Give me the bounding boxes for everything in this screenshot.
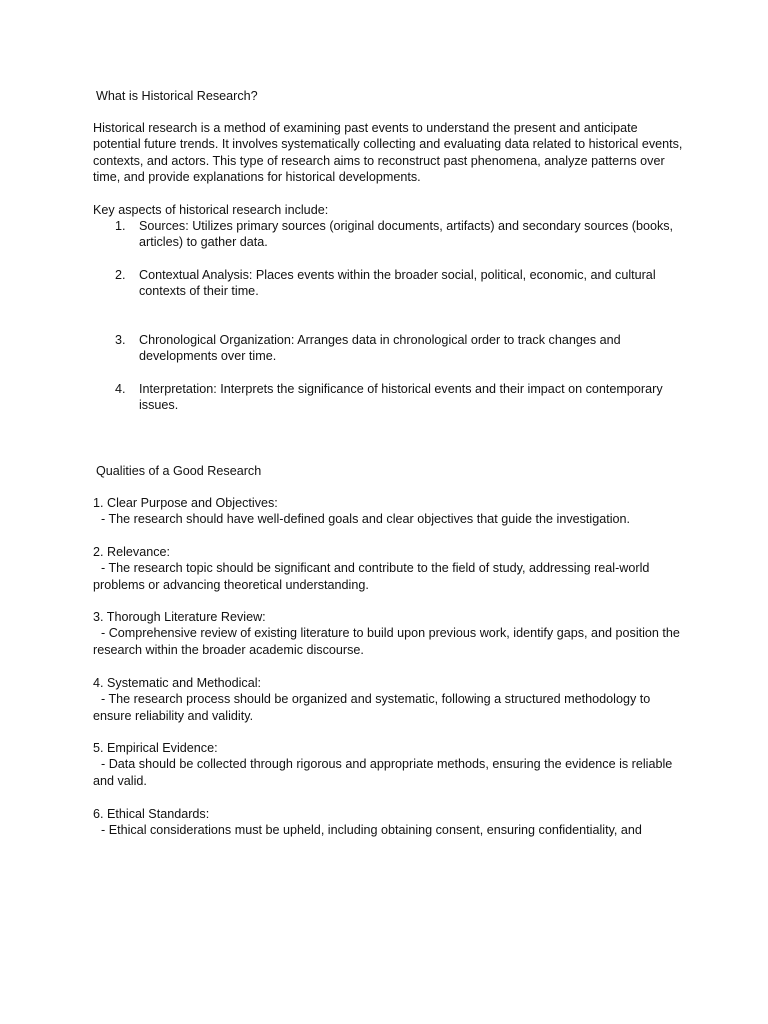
historical-research-intro: Historical research is a method of examining past events to understand the present and anticipate potential future trends. It involves systematically collecting and evaluating data related to historical events, contexts, and actors. This type of research aims to reconstruct past phenomena, analyze patterns over time, and provide explanations for historical developments. — [93, 121, 683, 185]
quality-description: - The research should have well-defined goals and clear objectives that guide the investigation. — [101, 512, 631, 527]
quality-item-empirical-evidence — [93, 740, 683, 789]
aspect-text: Interpretation: Interprets the significance of historical events and their impact on contemporary issues. — [139, 382, 663, 413]
quality-description: - The research process should be organized and systematic, following a structured methodology to ensure reliability and validity. — [93, 692, 651, 723]
quality-item-systematic — [93, 675, 683, 724]
quality-heading: 3. Thorough Literature Review: — [93, 610, 266, 624]
aspect-number: 1. — [115, 219, 126, 233]
historical-research-title: What is Historical Research? — [96, 89, 258, 103]
aspect-text: Chronological Organization: Arranges data in chronological order to track changes and developments over time. — [139, 333, 621, 364]
aspect-number: 3. — [115, 333, 126, 347]
aspect-item-chronological-organization — [93, 332, 683, 365]
quality-description: - Data should be collected through rigorous and appropriate methods, ensuring the evidence is reliable and valid. — [93, 757, 673, 788]
aspect-item-sources — [93, 218, 683, 251]
quality-heading: 1. Clear Purpose and Objectives: — [93, 496, 278, 510]
quality-description: - Ethical considerations must be upheld, including obtaining consent, ensuring confidentiality, and — [101, 823, 642, 838]
aspect-item-contextual-analysis — [93, 267, 683, 300]
aspect-text: Sources: Utilizes primary sources (original documents, artifacts) and secondary sources (books, articles) to gather data. — [139, 219, 674, 250]
quality-description: - The research topic should be significant and contribute to the field of study, addressing real-world problems or advancing theoretical understanding. — [93, 561, 650, 592]
aspect-number: 4. — [115, 382, 126, 396]
aspect-item-interpretation — [93, 381, 683, 414]
quality-item-relevance — [93, 544, 683, 593]
quality-heading: 6. Ethical Standards: — [93, 807, 210, 821]
aspect-number: 2. — [115, 268, 126, 282]
quality-description: - Comprehensive review of existing literature to build upon previous work, identify gaps, and position the research within the broader academic discourse. — [93, 626, 680, 657]
aspect-text: Contextual Analysis: Places events within the broader social, political, economic, and cultural contexts of their time. — [139, 268, 656, 299]
quality-item-clear-purpose — [93, 495, 683, 528]
quality-item-literature-review — [93, 609, 683, 658]
quality-heading: 2. Relevance: — [93, 545, 171, 559]
qualities-title: Qualities of a Good Research — [96, 464, 262, 478]
quality-item-ethical-standards — [93, 806, 683, 839]
quality-heading: 4. Systematic and Methodical: — [93, 676, 261, 690]
quality-heading: 5. Empirical Evidence: — [93, 741, 218, 755]
key-aspects-label: Key aspects of historical research include: — [93, 203, 329, 217]
